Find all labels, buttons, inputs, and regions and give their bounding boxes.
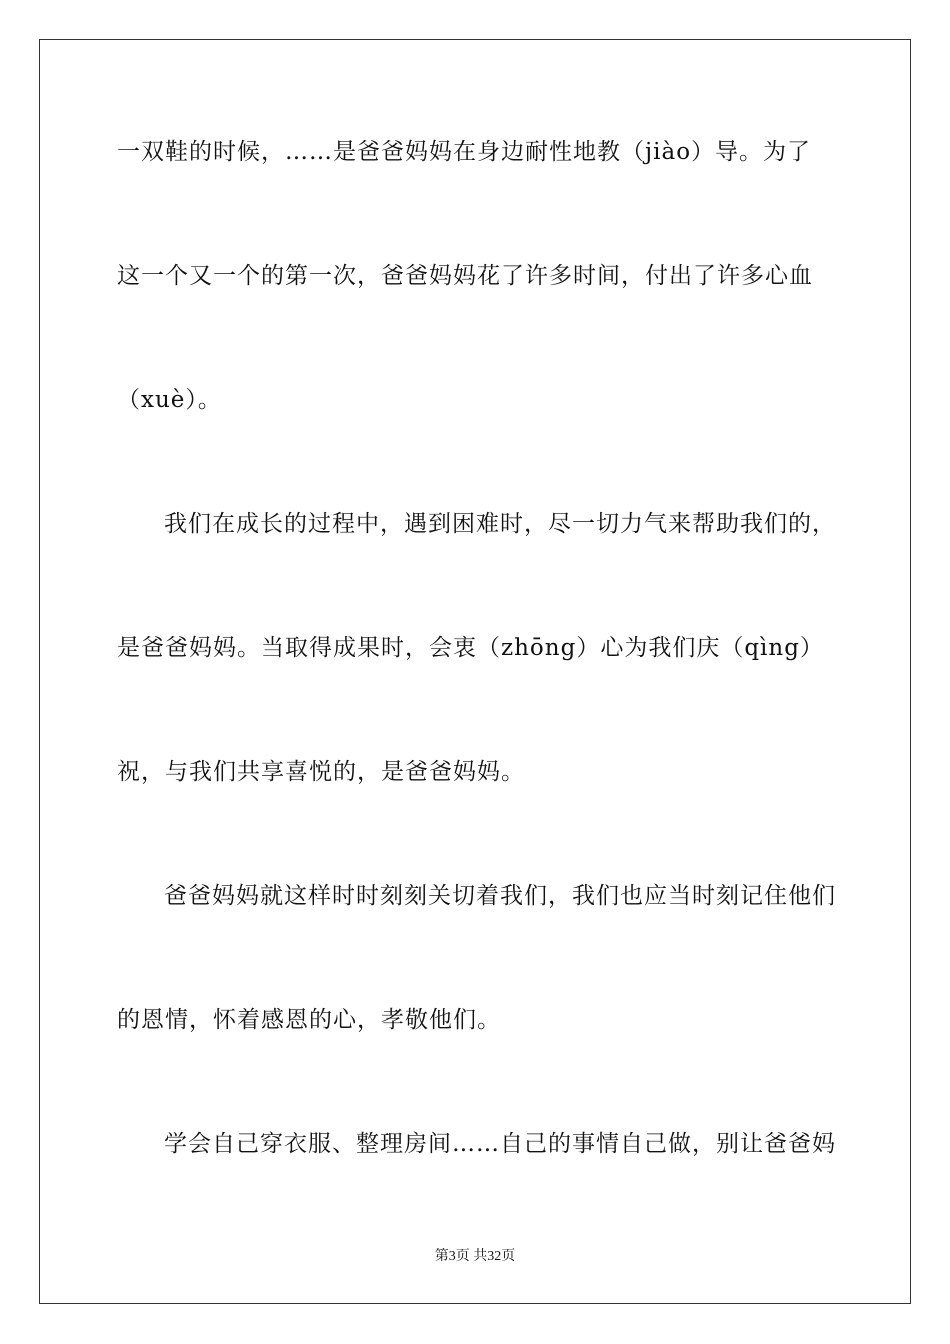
text-line-6: 祝，与我们共享喜悦的，是爸爸妈妈。 — [117, 759, 525, 785]
page-border — [39, 39, 911, 1304]
text-line-9: 学会自己穿衣服、整理房间……自己的事情自己做，别让爸爸妈 — [164, 1131, 836, 1157]
text-line-4: 我们在成长的过程中，遇到困难时，尽一切力气来帮助我们的， — [164, 511, 836, 537]
text-line-5: 是爸爸妈妈。当取得成果时，会衷（zhōng）心为我们庆（qìng） — [117, 635, 824, 661]
page-number-footer: 第3页 共32页 — [434, 1249, 516, 1264]
text-line-1: 一双鞋的时候，……是爸爸妈妈在身边耐性地教（jiào）导。为了 — [117, 139, 812, 165]
text-line-2: 这一个又一个的第一次，爸爸妈妈花了许多时间，付出了许多心血 — [117, 263, 813, 289]
text-line-3: （xuè）。 — [117, 387, 222, 413]
text-line-8: 的恩情，怀着感恩的心，孝敬他们。 — [117, 1007, 501, 1033]
text-line-7: 爸爸妈妈就这样时时刻刻关切着我们，我们也应当时刻记住他们 — [164, 883, 836, 909]
